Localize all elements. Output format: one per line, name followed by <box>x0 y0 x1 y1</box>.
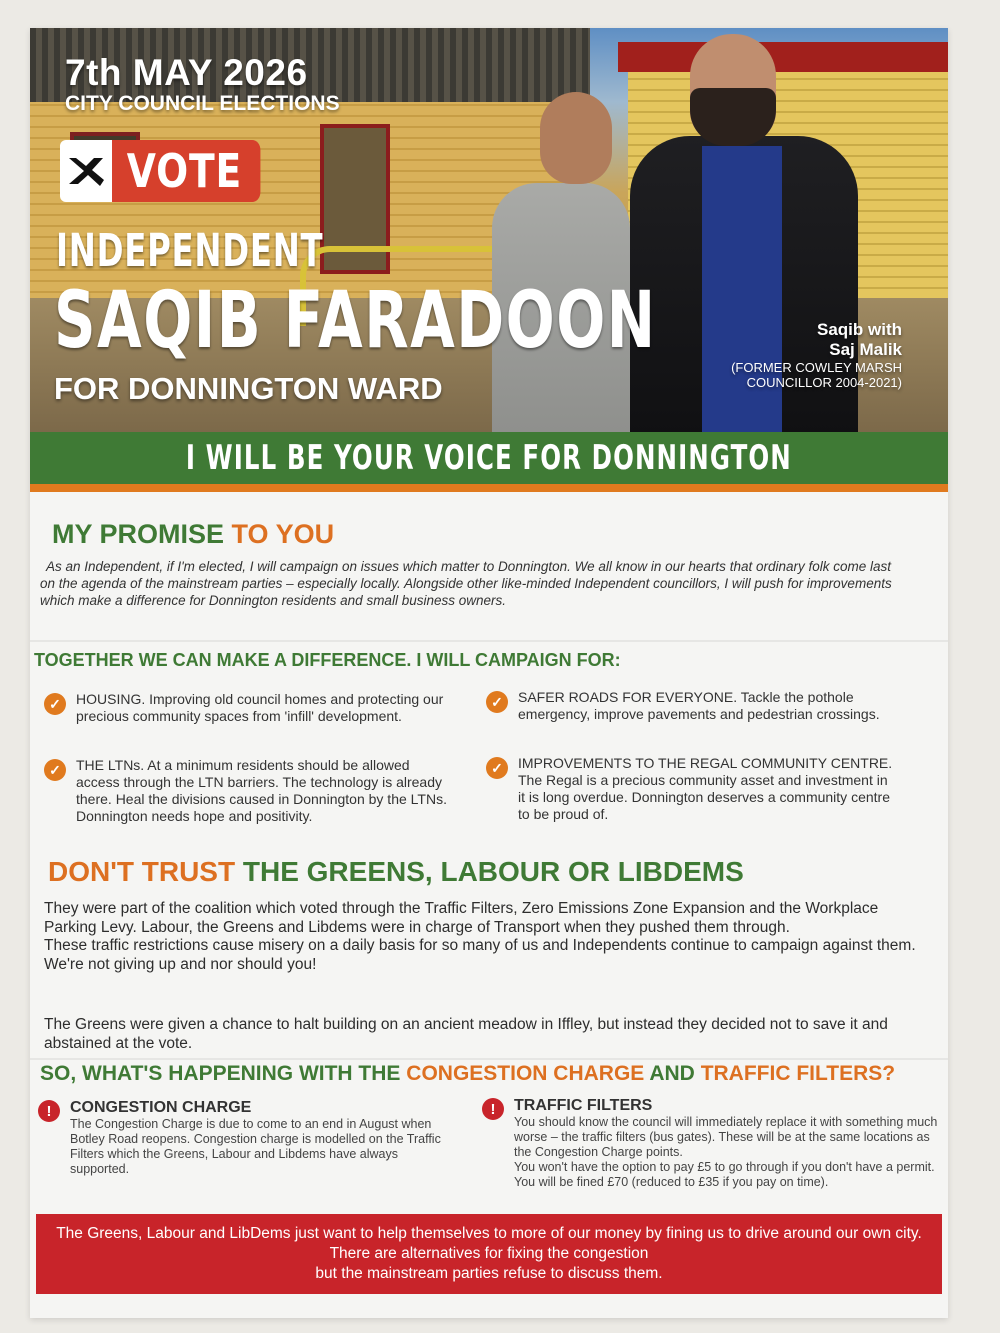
coalition-text: They were part of the coalition which voted through the Traffic Filters, Zero Emissions Zone Expansion and the Workplace Parking Levy. Labour, the Greens and Libdems were in charge of Transport when they pushed them through. <box>44 900 879 936</box>
check-icon: ✓ <box>486 757 508 779</box>
promise-heading <box>52 519 334 550</box>
campaign-item-housing <box>36 691 456 725</box>
saj-beard <box>690 88 776 146</box>
promise-heading-part: MY PROMISE <box>52 519 225 549</box>
candidate-name: SAQIB FARADOON <box>54 276 657 366</box>
footer-line: but the mainstream parties refuse to discuss them. <box>315 1265 663 1282</box>
paper-fold <box>30 640 948 642</box>
congestion-heading-part: SO, WHAT'S HAPPENING WITH THE <box>40 1062 407 1085</box>
vote-badge <box>60 140 293 202</box>
campaign-heading: TOGETHER WE CAN MAKE A DIFFERENCE. I WILL CAMPAIGN FOR: <box>34 650 621 670</box>
alert-icon: ! <box>482 1098 504 1120</box>
promise-heading-part: TO YOU <box>224 519 335 549</box>
ward-name: FOR DONNINGTON WARD <box>54 371 443 406</box>
trust-heading-part: DON'T TRUST <box>48 856 236 887</box>
traffic-filters-title: TRAFFIC FILTERS <box>514 1097 653 1114</box>
paper-fold <box>30 1058 948 1060</box>
meadow-paragraph: The Greens were given a chance to halt building on an ancient meadow in Iffley, but instead they decided not to save it and abstained at the vote. <box>44 1016 888 1052</box>
congestion-heading <box>40 1062 895 1086</box>
traffic-filters-text: You should know the council will immediately replace it with something much worse – the traffic filters (bus gates). These will be at the same locations as the Congestion Charge points. <box>514 1115 938 1159</box>
campaign-item-roads <box>478 689 898 723</box>
check-icon: ✓ <box>486 691 508 713</box>
election-type: CITY COUNCIL ELECTIONS <box>65 92 340 115</box>
restrictions-text: These traffic restrictions cause misery on a daily basis for so many of us and Independents continue to campaign against them. We're not giving up and nor should you! <box>44 937 916 973</box>
caption-line: Saqib with <box>817 320 902 339</box>
campaign-item-text: IMPROVEMENTS TO THE REGAL COMMUNITY CENTRE. The Regal is a precious community asset and investment in it is long overdue. Donnington deserves a community centre to be proud of. <box>518 755 893 822</box>
election-date: 7th MAY 2026 <box>65 52 308 93</box>
campaign-item-text: SAFER ROADS FOR EVERYONE. Tackle the pothole emergency, improve pavements and pedestrian crossings. <box>518 689 880 722</box>
congestion-heading-part: CONGESTION CHARGE <box>406 1062 645 1085</box>
campaign-item-ltn <box>36 757 456 825</box>
caption-line: Saj Malik <box>829 340 902 359</box>
traffic-filters-fine-text: You won't have the option to pay £5 to go through if you don't have a permit. You will be fined £70 (reduced to £35 if you pay on time). <box>514 1160 935 1189</box>
slogan-text: I WILL BE YOUR VOICE FOR DONNINGTON <box>186 438 792 478</box>
congestion-charge-box <box>38 1100 458 1177</box>
congestion-charge-title: CONGESTION CHARGE <box>70 1099 252 1116</box>
congestion-heading-part: TRAFFIC FILTERS? <box>700 1062 896 1085</box>
caption-line: COUNCILLOR 2004-2021) <box>746 375 902 390</box>
trust-heading-part: THE GREENS, LABOUR OR LIBDEMS <box>235 856 744 887</box>
dont-trust-heading <box>48 856 744 888</box>
ballot-cross-icon <box>60 140 112 202</box>
promise-text: As an Independent, if I'm elected, I will campaign on issues which matter to Donnington. We all know in our hearts that ordinary folk come last on the agenda of the mainstream parties – especially locally. Alongside other like-minded Independent councillors, I will push for improvements which make a difference for Donnington residents and small business owners. <box>40 559 892 608</box>
leaflet <box>30 28 948 1318</box>
footer-line: The Greens, Labour and LibDems just want to help themselves to more of our money by fining us to drive around our own city. There are alternatives for fixing the congestion <box>56 1225 922 1262</box>
check-icon: ✓ <box>44 759 66 781</box>
campaign-item-text: THE LTNs. At a minimum residents should be allowed access through the LTN barriers. The technology is already there. Heal the divisions caused in Donnington by the LTNs. Donnington needs hope and positivity. <box>76 757 447 824</box>
campaign-item-text: HOUSING. Improving old council homes and protecting our precious community spaces from 'infill' development. <box>76 691 444 724</box>
congestion-heading-part: AND <box>644 1062 701 1085</box>
saj-shirt <box>702 146 782 440</box>
alert-icon: ! <box>38 1100 60 1122</box>
footer-banner <box>36 1214 942 1294</box>
photo-caption <box>731 320 902 390</box>
caption-line: (FORMER COWLEY MARSH <box>731 360 902 375</box>
congestion-charge-text: The Congestion Charge is due to come to an end in August when Botley Road reopens. Congestion charge is modelled on the Traffic Filters which the Greens, Labour and Libdems have always supported. <box>70 1117 441 1176</box>
slogan-banner <box>30 432 948 484</box>
vote-label: VOTE <box>112 140 260 202</box>
saqib-head <box>540 92 612 184</box>
coalition-paragraph <box>44 900 924 974</box>
check-icon: ✓ <box>44 693 66 715</box>
hero-photo <box>30 28 948 440</box>
independent-label: INDEPENDENT <box>56 224 324 277</box>
orange-stripe <box>30 484 948 492</box>
campaign-item-regal <box>478 755 898 823</box>
traffic-filters-box <box>482 1098 942 1190</box>
